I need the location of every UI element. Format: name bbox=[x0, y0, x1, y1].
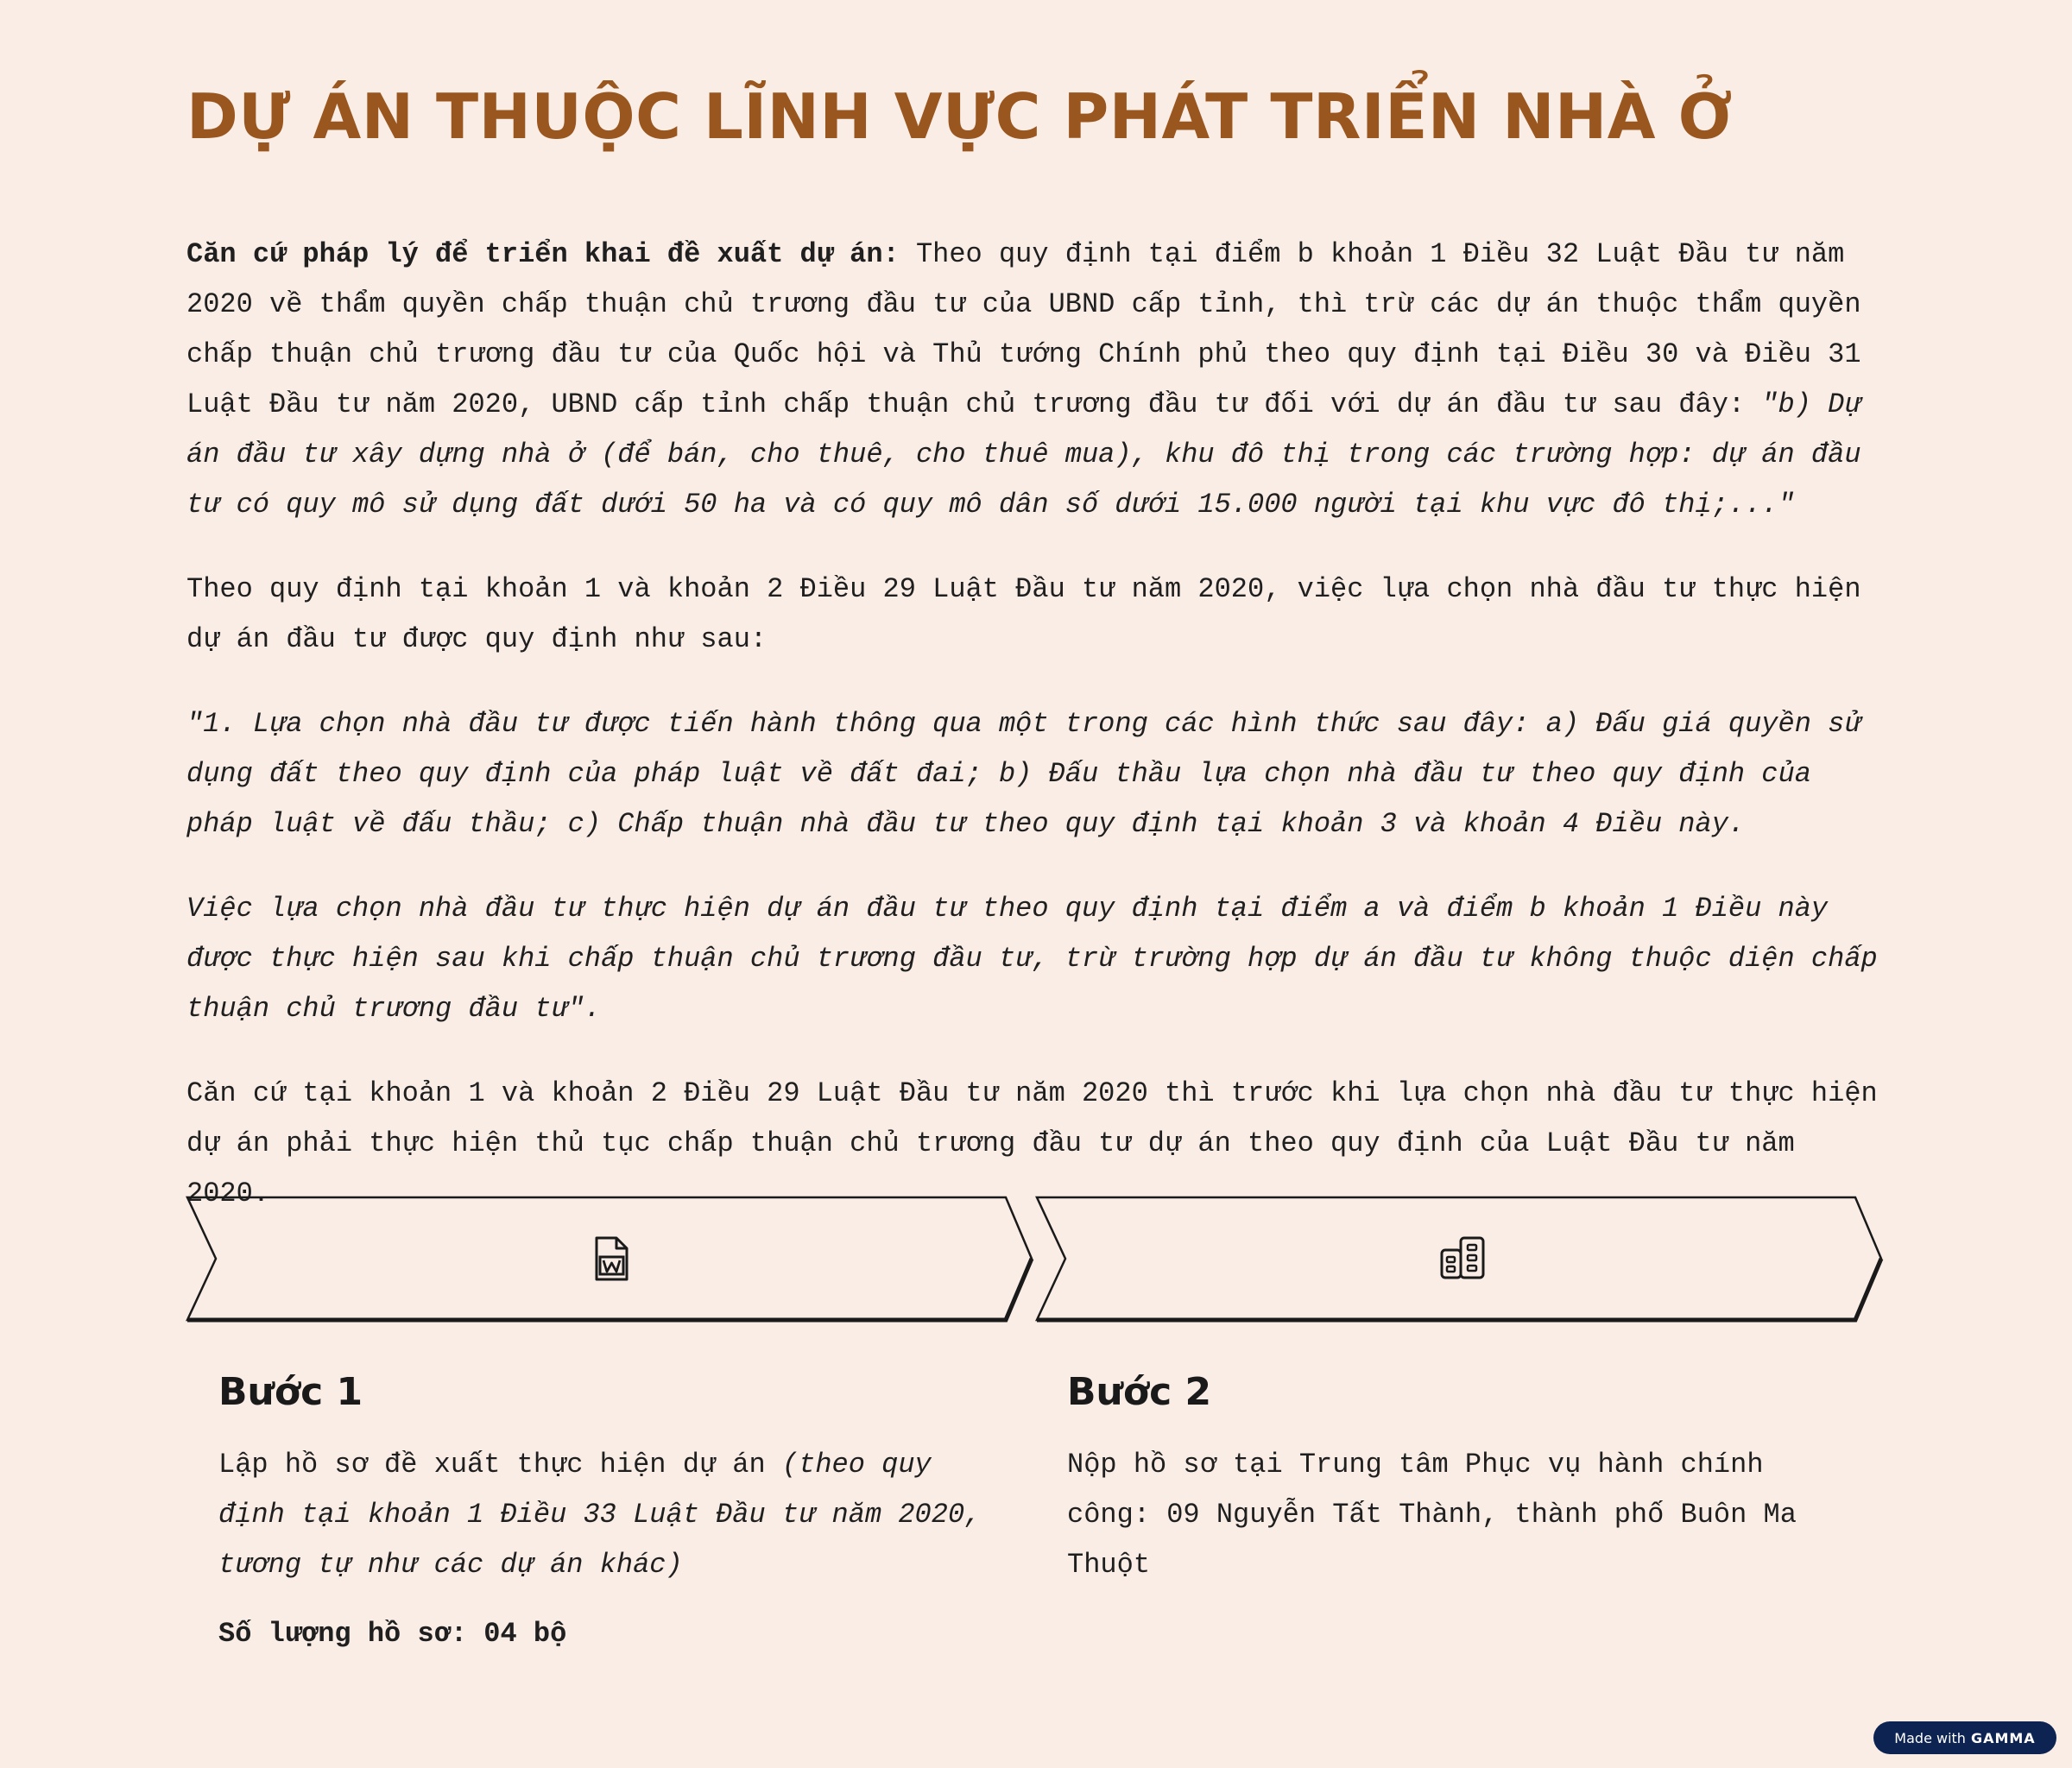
step-1 bbox=[218, 1362, 1004, 1659]
law-quote-1: "1. Lựa chọn nhà đầu tư được tiến hành thông qua một trong các hình thức sau đây: a) Đấu giá quyền sử dụng đất theo quy định của pháp luật về đất đai; b) Đấu thầu lựa chọn nhà đầu tư theo quy định của pháp luật về đấu thầu; c) Chấp thuận nhà đầu tư theo quy định tại khoản 3 và khoản 4 Điều này. bbox=[186, 708, 1861, 840]
step-2 bbox=[1067, 1362, 1853, 1590]
conclusion-paragraph: Căn cứ tại khoản 1 và khoản 2 Điều 29 Luật Đầu tư năm 2020 thì trước khi lựa chọn nhà đầu tư thực hiện dự án phải thực hiện thủ tục chấp thuận chủ trương đầu tư dự án theo quy định của Luật Đầu tư năm 2020. bbox=[186, 1077, 1878, 1209]
step-1-description bbox=[218, 1440, 1004, 1590]
gamma-logo: GAMMA bbox=[1970, 1729, 2036, 1746]
legal-basis-label: Căn cứ pháp lý để triển khai đề xuất dự án: bbox=[186, 238, 900, 270]
badge-prefix: Made with bbox=[1894, 1729, 1966, 1746]
step-1-arrow bbox=[185, 1195, 1036, 1323]
document-count: Số lượng hồ sơ: 04 bộ bbox=[218, 1618, 567, 1650]
step-2-title: Bước 2 bbox=[1067, 1370, 1212, 1414]
intro-text: Theo quy định tại điểm b khoản 1 Điều 32 Luật Đầu tư năm 2020 về thẩm quyền chấp thuận chủ trương đầu tư của UBND cấp tỉnh, thì trừ các dự án thuộc thẩm quyền chấp thuận chủ trương đầu tư của Quốc hội và Thủ tướng Chính phủ theo quy định tại Điều 30 và Điều 31 Luật Đầu tư năm 2020, UBND cấp tỉnh chấp thuận chủ trương đầu tư đối với dự án đầu tư sau đây: bbox=[186, 238, 1861, 420]
building-icon bbox=[1437, 1233, 1488, 1285]
made-with-gamma-badge[interactable] bbox=[1873, 1721, 2056, 1754]
step-2-description: Nộp hồ sơ tại Trung tâm Phục vụ hành chính công: 09 Nguyễn Tất Thành, thành phố Buôn Ma Thuột bbox=[1067, 1449, 1797, 1581]
step-2-arrow bbox=[1034, 1195, 1886, 1323]
step-1-text: Lập hồ sơ đề xuất thực hiện dự án bbox=[218, 1449, 782, 1481]
content-body bbox=[186, 230, 1886, 1253]
word-document-icon bbox=[585, 1233, 637, 1285]
page-title: DỰ ÁN THUỘC LĨNH VỰC PHÁT TRIỂN NHÀ Ở bbox=[186, 80, 1733, 153]
step-1-note: (theo quy định tại khoản 1 Điều 33 Luật Đầu tư năm 2020, tương tự như các dự án khác) bbox=[218, 1449, 982, 1581]
investor-selection-paragraph: Theo quy định tại khoản 1 và khoản 2 Điều 29 Luật Đầu tư năm 2020, việc lựa chọn nhà đầu tư thực hiện dự án đầu tư được quy định như sau: bbox=[186, 573, 1861, 655]
law-quote-2: Việc lựa chọn nhà đầu tư thực hiện dự án đầu tư theo quy định tại điểm a và điểm b khoản 1 Điều này được thực hiện sau khi chấp thuận chủ trương đầu tư, trừ trường hợp dự án đầu tư không thuộc diện chấp thuận chủ trương đầu tư". bbox=[186, 893, 1878, 1025]
intro-quote: "b) Dự án đầu tư xây dựng nhà ở (để bán, cho thuê, cho thuê mua), khu đô thị trong các trường hợp: dự án đầu tư có quy mô sử dụng đất dưới 50 ha và có quy mô dân số dưới 15.000 người tại khu vực đô thị;..." bbox=[186, 388, 1861, 521]
step-1-title: Bước 1 bbox=[218, 1370, 363, 1414]
intro-paragraph bbox=[186, 230, 1886, 530]
